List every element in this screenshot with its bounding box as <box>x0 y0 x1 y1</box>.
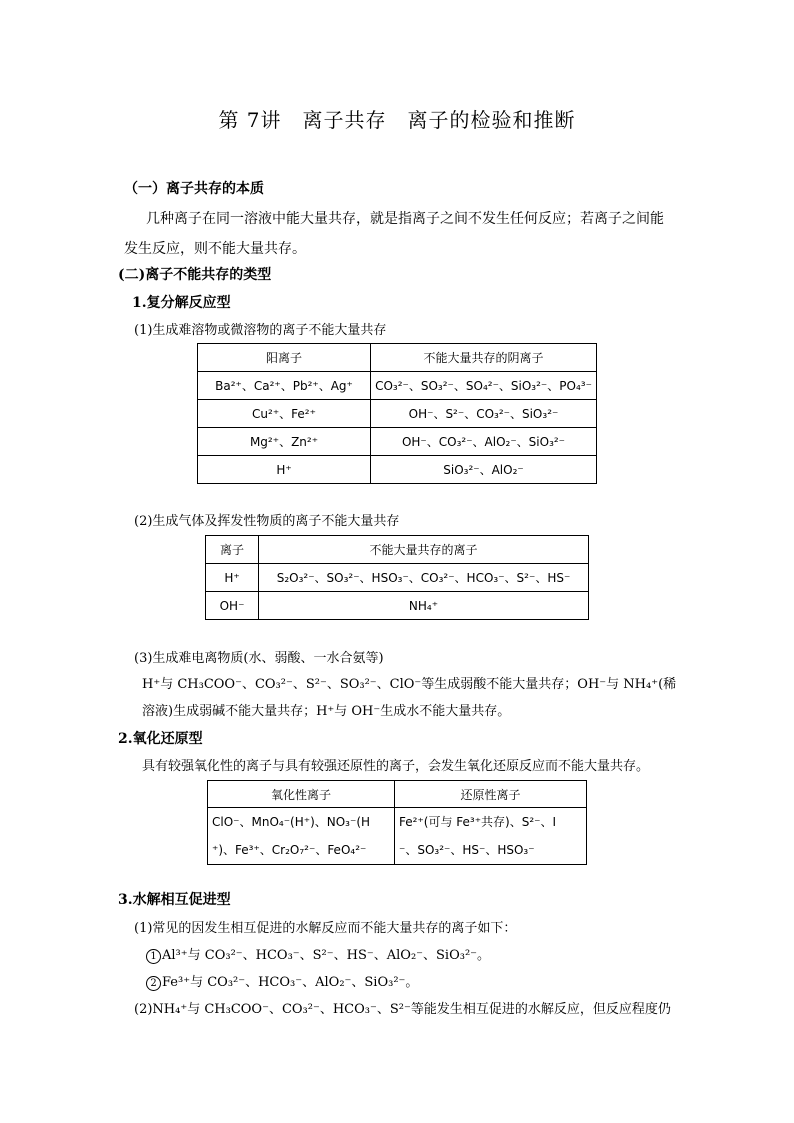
circled-number-1: 1 <box>146 949 161 964</box>
table1-cell: Cu²⁺、Fe²⁺ <box>198 400 371 428</box>
table-redox <box>207 780 587 865</box>
table3-reducing-line1: Fe²⁺(可与 Fe³⁺共存)、S²⁻、I <box>399 815 557 829</box>
item3-line1: H⁺与 CH₃COO⁻、CO₃²⁻、S²⁻、SO₃²⁻、ClO⁻等生成弱酸不能大量共存；OH⁻与 NH₄⁺(稀 <box>142 677 677 692</box>
table2-header-ion: 离子 <box>206 536 259 564</box>
table-precipitate <box>197 343 597 484</box>
item3-line2: 溶液)生成弱碱不能大量共存；H⁺与 OH⁻生成水不能大量共存。 <box>142 704 511 719</box>
table-row <box>206 592 589 620</box>
section2-heading: (二)离子不能共存的类型 <box>118 267 272 283</box>
section1-heading: （一）离子共存的本质 <box>124 181 264 197</box>
table1-cell: OH⁻、CO₃²⁻、AlO₂⁻、SiO₃²⁻ <box>371 428 597 456</box>
bullet1 <box>146 944 490 964</box>
table2-cell: H⁺ <box>206 564 259 592</box>
table1-cell: Ba²⁺、Ca²⁺、Pb²⁺、Ag⁺ <box>198 372 371 400</box>
page-title: 第 7讲 离子共存 离子的检验和推断 <box>218 108 576 132</box>
table2-cell: S₂O₃²⁻、SO₃²⁻、HSO₃⁻、CO₃²⁻、HCO₃⁻、S²⁻、HS⁻ <box>259 564 589 592</box>
table1-header-cation: 阳离子 <box>198 344 371 372</box>
table3-oxidizing-line2: ⁺)、Fe³⁺、Cr₂O₇²⁻、FeO₄²⁻ <box>212 843 367 857</box>
table1-header-anion: 不能大量共存的阴离子 <box>371 344 597 372</box>
table1-cell: SiO₃²⁻、AlO₂⁻ <box>371 456 597 484</box>
table3-oxidizing-line1: ClO⁻、MnO₄⁻(H⁺)、NO₃⁻(H <box>212 815 371 829</box>
table3-header-reducing: 还原性离子 <box>395 781 587 808</box>
table2-header-other: 不能大量共存的离子 <box>259 536 589 564</box>
table-row <box>208 808 587 865</box>
item3-text: (3)生成难电离物质(水、弱酸、一水合氨等) <box>134 651 384 666</box>
table2-cell: OH⁻ <box>206 592 259 620</box>
bullet2 <box>146 971 418 991</box>
subsection2-heading: 2.氧化还原型 <box>118 731 203 747</box>
table-row <box>198 428 597 456</box>
subsection3-item2: (2)NH₄⁺与 CH₃COO⁻、CO₃²⁻、HCO₃⁻、S²⁻等能发生相互促进的水解反应，但反应程度仍 <box>134 1002 671 1017</box>
table1-cell: H⁺ <box>198 456 371 484</box>
table1-cell: CO₃²⁻、SO₃²⁻、SO₄²⁻、SiO₃²⁻、PO₄³⁻ <box>371 372 597 400</box>
table1-cell: OH⁻、S²⁻、CO₃²⁻、SiO₃²⁻ <box>371 400 597 428</box>
table3-reducing-cell <box>395 808 587 865</box>
table1-cell: Mg²⁺、Zn²⁺ <box>198 428 371 456</box>
table-row <box>198 400 597 428</box>
table-gas <box>205 535 589 620</box>
section1-para-line1: 几种离子在同一溶液中能大量共存，就是指离子之间不发生任何反应；若离子之间能 <box>146 211 664 227</box>
item1-text: (1)生成难溶物或微溶物的离子不能大量共存 <box>134 323 387 338</box>
subsection1-heading: 1.复分解反应型 <box>132 295 231 311</box>
table3-reducing-line2: ⁻、SO₃²⁻、HS⁻、HSO₃⁻ <box>399 843 535 857</box>
table3-oxidizing-cell <box>208 808 395 865</box>
bullet2-text: Fe³⁺与 CO₃²⁻、HCO₃⁻、AlO₂⁻、SiO₃²⁻。 <box>162 975 419 990</box>
section1-para-line2: 发生反应，则不能大量共存。 <box>124 241 306 257</box>
bullet1-text: Al³⁺与 CO₃²⁻、HCO₃⁻、S²⁻、HS⁻、AlO₂⁻、SiO₃²⁻。 <box>162 948 491 963</box>
table-row <box>198 456 597 484</box>
subsection3-item1: (1)常见的因发生相互促进的水解反应而不能大量共存的离子如下： <box>134 921 517 936</box>
table-row <box>198 372 597 400</box>
table3-header-oxidizing: 氧化性离子 <box>208 781 395 808</box>
table2-cell: NH₄⁺ <box>259 592 589 620</box>
subsection2-para: 具有较强氧化性的离子与具有较强还原性的离子，会发生氧化还原反应而不能大量共存。 <box>142 759 650 774</box>
subsection3-heading: 3.水解相互促进型 <box>118 892 231 908</box>
circled-number-2: 2 <box>146 976 161 991</box>
table-row <box>206 564 589 592</box>
item2-text: (2)生成气体及挥发性物质的离子不能大量共存 <box>134 514 400 529</box>
